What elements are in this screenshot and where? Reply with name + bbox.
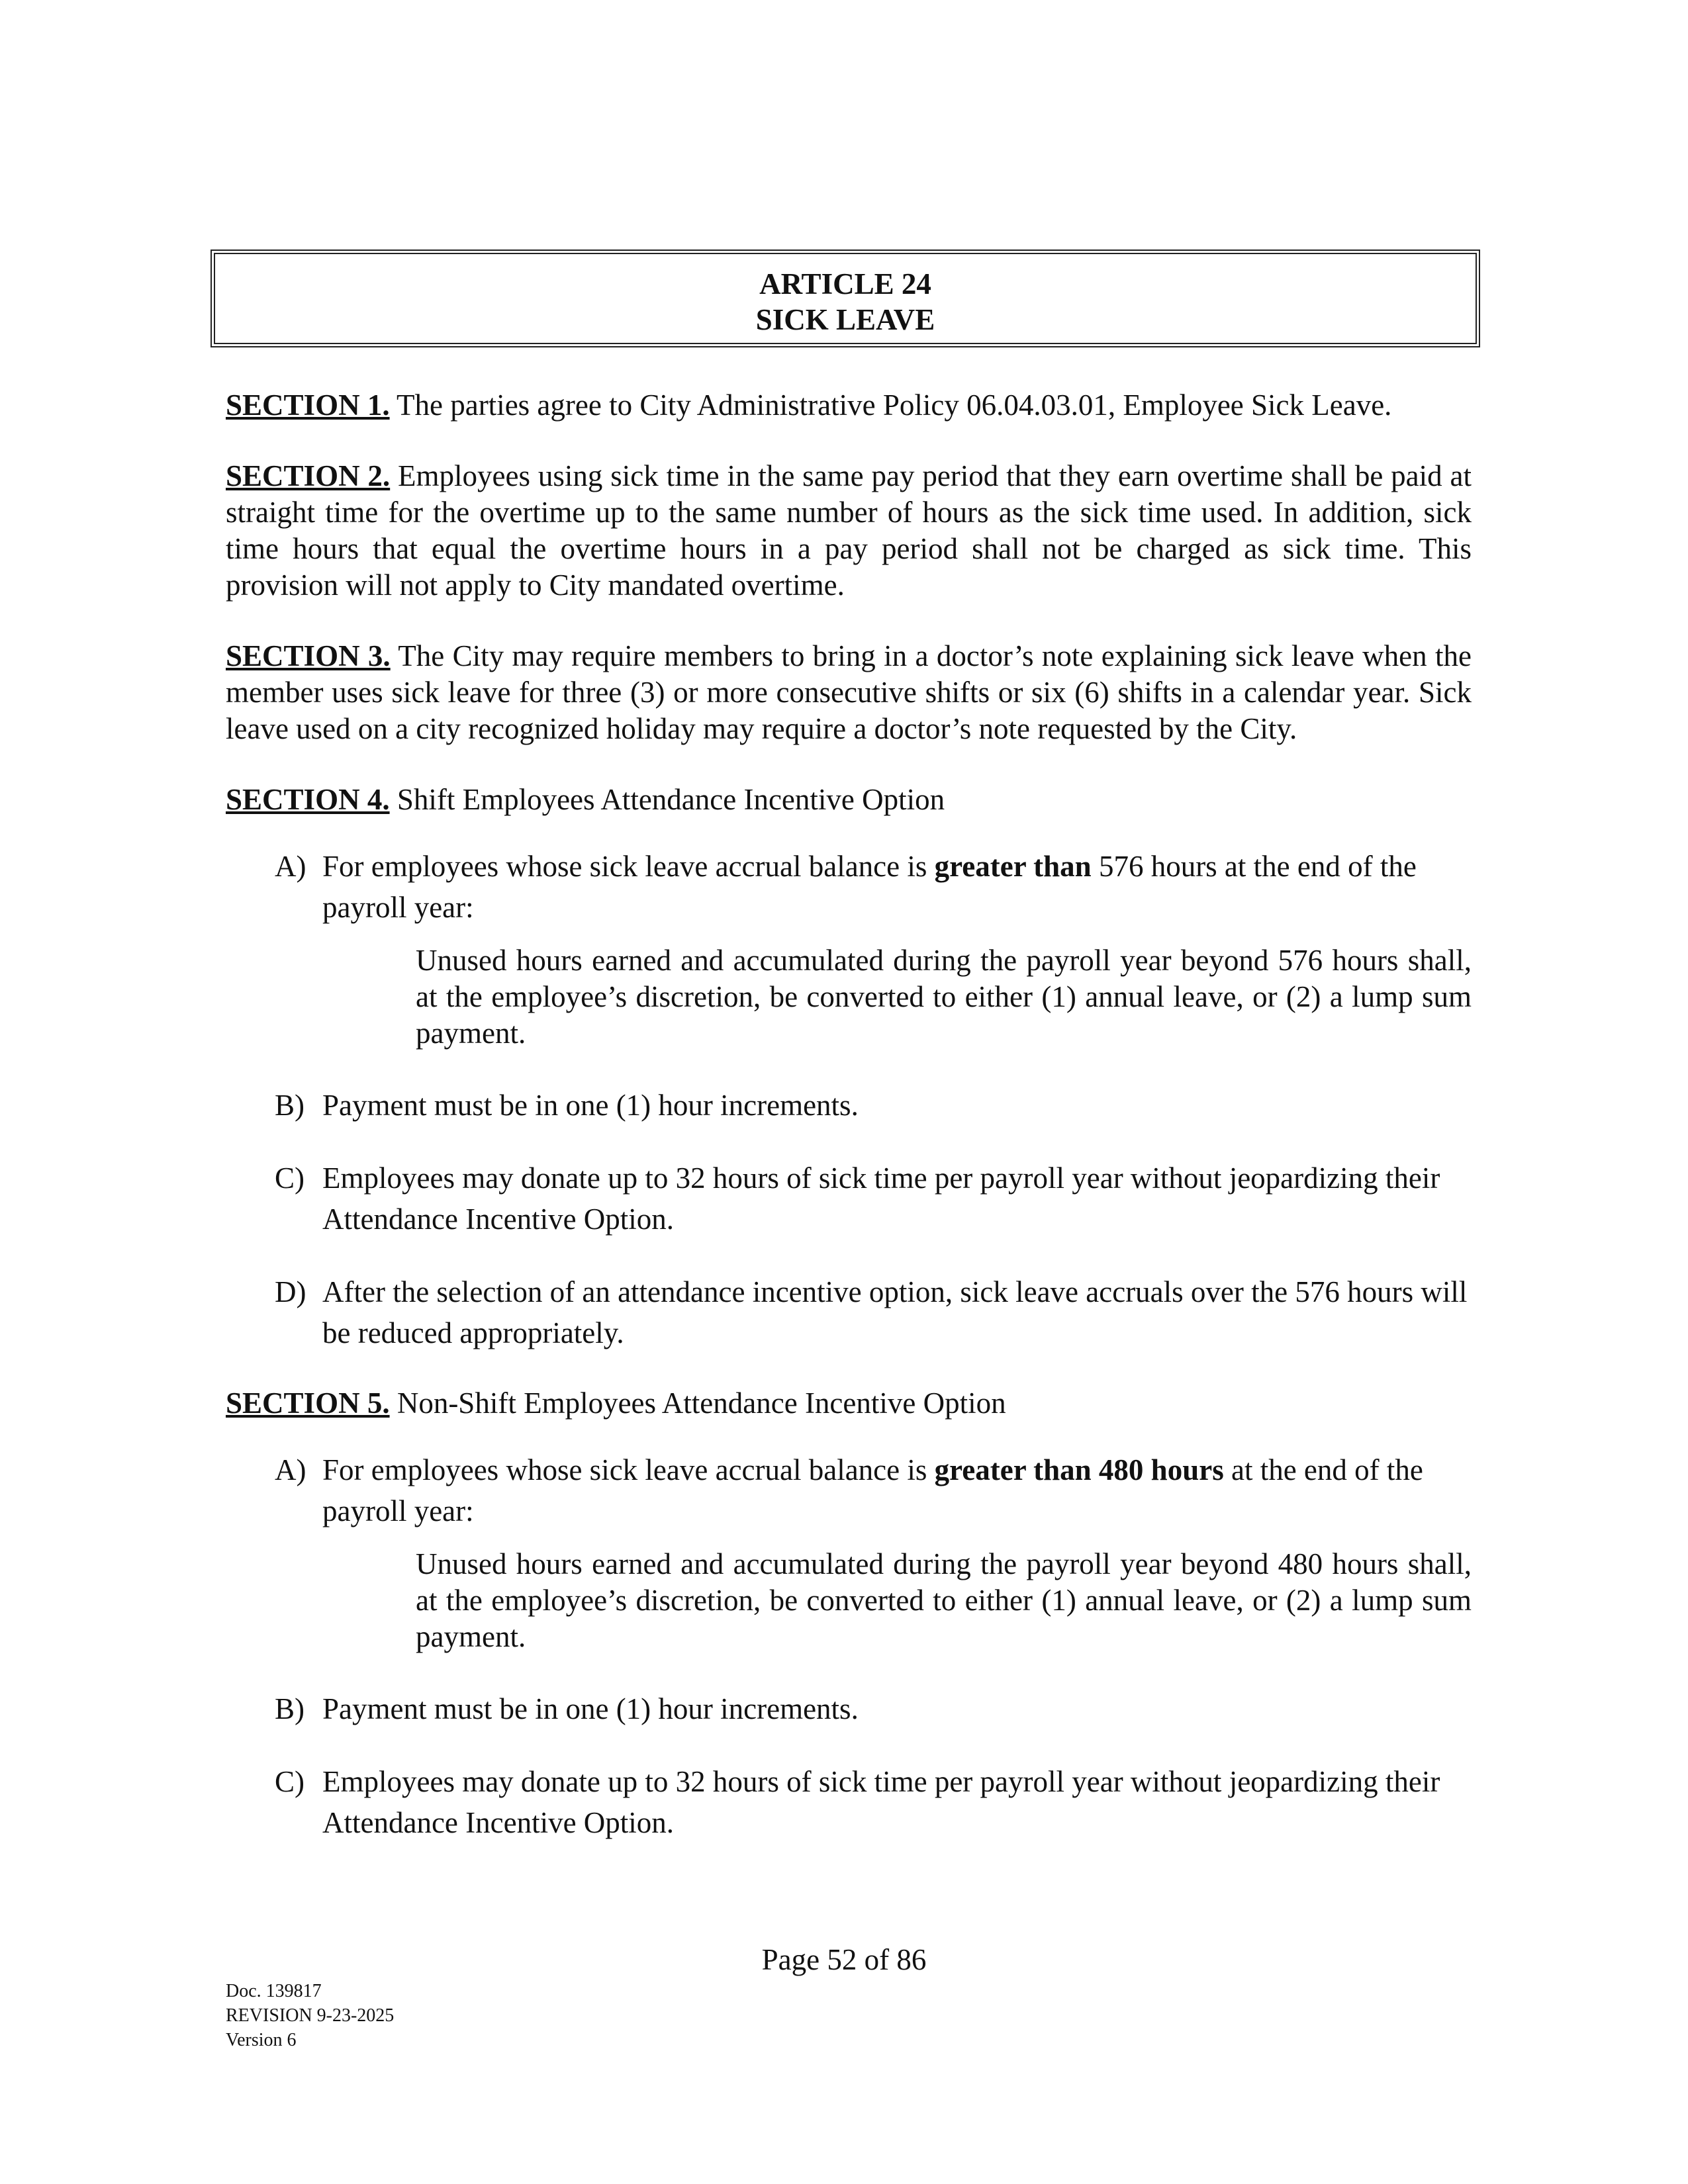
list-item-subparagraph: Unused hours earned and accumulated during the payroll year beyond 576 hours shall, at the employee’s discretion, be converted to either (1) annual leave, or (2) a lump sum payment. [416,944,1472,1050]
list-item-letter: B) [275,1692,305,1725]
article-number: ARTICLE 24 [759,267,931,300]
list-item [226,1761,1472,1843]
section-5-heading [226,1385,1472,1422]
list-item-letter: B) [275,1089,305,1122]
list-item-letter: A) [275,1453,306,1486]
article-title: SICK LEAVE [755,303,935,336]
list-item-letter: C) [275,1765,305,1798]
section-2 [226,458,1472,604]
list-item-text-post: 576 hours at the end of the payroll year: [322,850,1417,924]
list-item [226,1688,1472,1729]
list-item-text: Employees may donate up to 32 hours of sick time per payroll year without jeopardizing their Attendance Incentive Option. [322,1765,1440,1839]
list-item-text-pre: For employees whose sick leave accrual balance is [322,1453,935,1486]
section-3-text: The City may require members to bring in a doctor’s note explaining sick leave when the member uses sick leave for three (3) or more consecutive shifts or six (6) shifts in a calendar year. Sick leave used on a city recognized holiday may require a doctor’s note requested by the City. [226,639,1472,745]
list-item [226,1449,1472,1531]
article-header-box [211,250,1480,347]
doc-number: Doc. 139817 [226,1981,322,2001]
list-item-text-post: at the end of the payroll year: [322,1453,1423,1527]
list-item [226,846,1472,928]
list-item [226,1271,1472,1353]
section-4-title: Shift Employees Attendance Incentive Option [389,783,945,816]
section-5-title: Non-Shift Employees Attendance Incentive Option [389,1387,1006,1420]
list-item-text-bold: greater than [934,850,1092,883]
page-number: Page 52 of 86 [761,1943,927,1976]
section-5-label: SECTION 5. [226,1387,390,1420]
version-label: Version 6 [226,2030,297,2050]
list-item-text: Employees may donate up to 32 hours of sick time per payroll year without jeopardizing their Attendance Incentive Option. [322,1161,1440,1236]
document-info [226,1979,394,2052]
list-item-letter: D) [275,1275,306,1308]
list-item-text-pre: For employees whose sick leave accrual balance is [322,850,935,883]
revision-date: REVISION 9-23-2025 [226,2005,395,2026]
section-1-text: The parties agree to City Administrative Policy 06.04.03.01, Employee Sick Leave. [389,388,1392,422]
section-4-label: SECTION 4. [226,783,390,816]
section-5-list [226,1449,1472,1843]
section-3-label: SECTION 3. [226,639,391,672]
list-item [226,1085,1472,1126]
document-body [226,387,1472,1843]
list-item-text: Payment must be in one (1) hour increments. [322,1089,859,1122]
section-3 [226,638,1472,747]
list-item [226,1158,1472,1240]
list-item-text: Payment must be in one (1) hour increments. [322,1692,859,1725]
section-2-text: Employees using sick time in the same pay period that they earn overtime shall be paid at straight time for the overtime up to the same number of hours as the sick time used. In addition, sick time hours that equal the overtime hours in a pay period shall not be charged as sick time. This provision will not apply to City mandated overtime. [226,459,1472,602]
list-item-letter: C) [275,1161,305,1195]
section-1 [226,387,1472,424]
section-2-label: SECTION 2. [226,459,391,492]
list-item-text: After the selection of an attendance incentive option, sick leave accruals over the 576 hours will be reduced appropriately. [322,1275,1468,1349]
list-item-text-bold: greater than 480 hours [934,1453,1224,1486]
section-4-heading [226,782,1472,818]
list-item-letter: A) [275,850,306,883]
list-item-subparagraph: Unused hours earned and accumulated during the payroll year beyond 480 hours shall, at the employee’s discretion, be converted to either (1) annual leave, or (2) a lump sum payment. [416,1547,1472,1653]
section-1-label: SECTION 1. [226,388,390,422]
section-4-list [226,846,1472,1353]
